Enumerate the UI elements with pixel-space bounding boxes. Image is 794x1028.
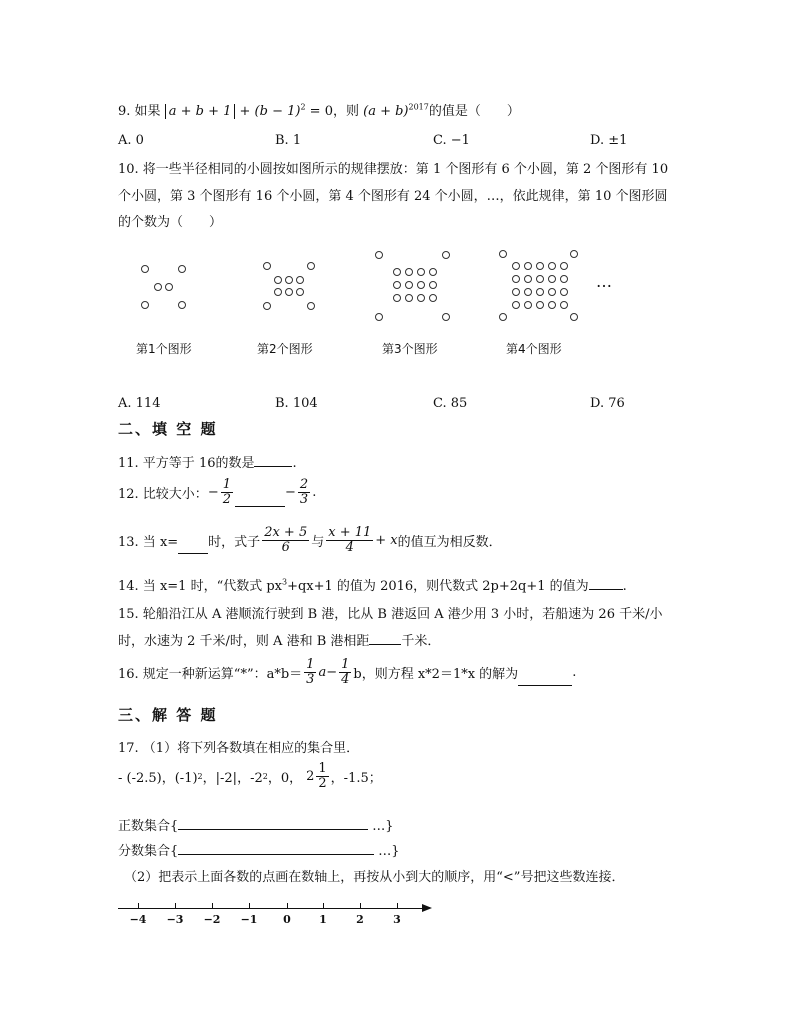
question-10-line-1: 10. 将一些半径相同的小圆按如图所示的规律摆放：第 1 个图形有 6 个小圆，第 2 个图形有 10 <box>118 162 669 177</box>
q10-option-c[interactable]: C. 85 <box>433 396 468 411</box>
question-15-line-1: 15. 轮船沿江从 A 港顺流行驶到 B 港，比从 B 港返回 A 港少用 3 小时，若船速为 26 千米/小 <box>118 607 663 622</box>
question-16: 16. 规定一种新运算“*”：a*b＝ $\frac{1}{3}$ a− $\frac{1}{4}$ b，则方程 x*2＝1*x 的解为 . <box>118 657 577 688</box>
axis-label: 1 <box>319 913 327 926</box>
axis-line <box>118 908 426 909</box>
q9-option-a[interactable]: A. 0 <box>118 133 144 148</box>
answer-blank[interactable] <box>235 494 285 507</box>
abs-expression: a + b + 1 <box>165 104 236 119</box>
q9-option-d[interactable]: D. ±1 <box>590 133 628 148</box>
axis-arrow-icon <box>422 904 432 912</box>
figure-3-caption: 第3个图形 <box>382 342 438 356</box>
fraction: $\frac{1}{2}$ <box>222 477 231 508</box>
answer-blank[interactable] <box>178 541 208 554</box>
question-15-line-2: 时，水速为 2 千米/时，则 A 港和 B 港相距 千米． <box>118 634 441 649</box>
section-2-heading: 二、填 空 题 <box>118 420 218 438</box>
fraction: $\frac{x + 11}{4}$ <box>328 525 372 556</box>
figure-2-caption: 第2个图形 <box>257 342 313 356</box>
fraction-set-blank[interactable] <box>178 842 374 855</box>
axis-label: 2 <box>356 913 364 926</box>
axis-label: −1 <box>240 913 258 926</box>
axis-label: 3 <box>393 913 401 926</box>
question-17-part-2: （2）把表示上面各数的点画在数轴上，再按从小到大的顺序，用“<”号把这些数连接． <box>124 870 625 885</box>
section-3-heading: 三、解 答 题 <box>118 706 218 724</box>
q10-option-b[interactable]: B. 104 <box>275 396 318 411</box>
axis-label: −3 <box>166 913 184 926</box>
figure-4-caption: 第4个图形 <box>506 342 562 356</box>
question-10-line-3: 的个数为（ ） <box>118 215 223 230</box>
fraction: $\frac{2}{3}$ <box>299 477 309 508</box>
q10-option-d[interactable]: D. 76 <box>590 396 625 411</box>
fraction: $\frac{1}{3}$ <box>306 657 315 688</box>
figure-ellipsis: … <box>596 272 612 291</box>
axis-label: −2 <box>203 913 221 926</box>
q9-option-c[interactable]: C. −1 <box>433 133 470 148</box>
mixed-fraction: $\frac{1}{2}$ <box>318 761 327 792</box>
question-12: 12. 比较大小： − $\frac{1}{2}$ − $\frac{2}{3}$ . <box>118 477 317 508</box>
question-17-numbers: - (-2.5)，(-1) 2 ，|-2|，-2 2 ，0， 2 $\frac{1}{2}$ ，-1.5； <box>118 761 382 792</box>
answer-blank[interactable] <box>369 632 401 645</box>
positive-set: 正数集合{ …} <box>118 819 394 834</box>
question-13: 13. 当 x= 时，式子 $\frac{2x + 5}{6}$ 与 $\frac{x + 11}{4}$ + x 的值互为相反数． <box>118 525 502 556</box>
question-9: 9. 如果 $a + b + 1 + (b - 1)^2 = 0$，则 $(a + b)^{2017}$的值是（ ） <box>118 102 520 119</box>
axis-label: 0 <box>283 913 291 926</box>
answer-blank[interactable] <box>254 454 292 467</box>
fraction: $\frac{2x + 5}{6}$ <box>264 525 308 556</box>
answer-blank[interactable] <box>518 673 572 686</box>
q10-option-a[interactable]: A. 114 <box>118 396 161 411</box>
question-11: 11. 平方等于 16的数是 . <box>118 456 297 471</box>
fraction-set: 分数集合{ …} <box>118 844 400 859</box>
question-10-line-2: 个小圆，第 3 个图形有 16 个小圆，第 4 个图形有 24 个小圆，…，依此规律，第 10 个图形圆 <box>118 189 668 204</box>
answer-blank[interactable] <box>589 577 623 590</box>
question-14: 14. 当 x=1 时，“代数式 $px^3+qx+1$ 的值为 2016，则代数式 2p+2q+1 的值为 . <box>118 577 627 594</box>
q9-option-b[interactable]: B. 1 <box>275 133 302 148</box>
figure-1-caption: 第1个图形 <box>136 342 192 356</box>
positive-set-blank[interactable] <box>178 817 368 830</box>
question-17-part-1: 17. （1）将下列各数填在相应的集合里． <box>118 741 360 756</box>
axis-label: −4 <box>129 913 147 926</box>
fraction: $\frac{1}{4}$ <box>341 657 350 688</box>
